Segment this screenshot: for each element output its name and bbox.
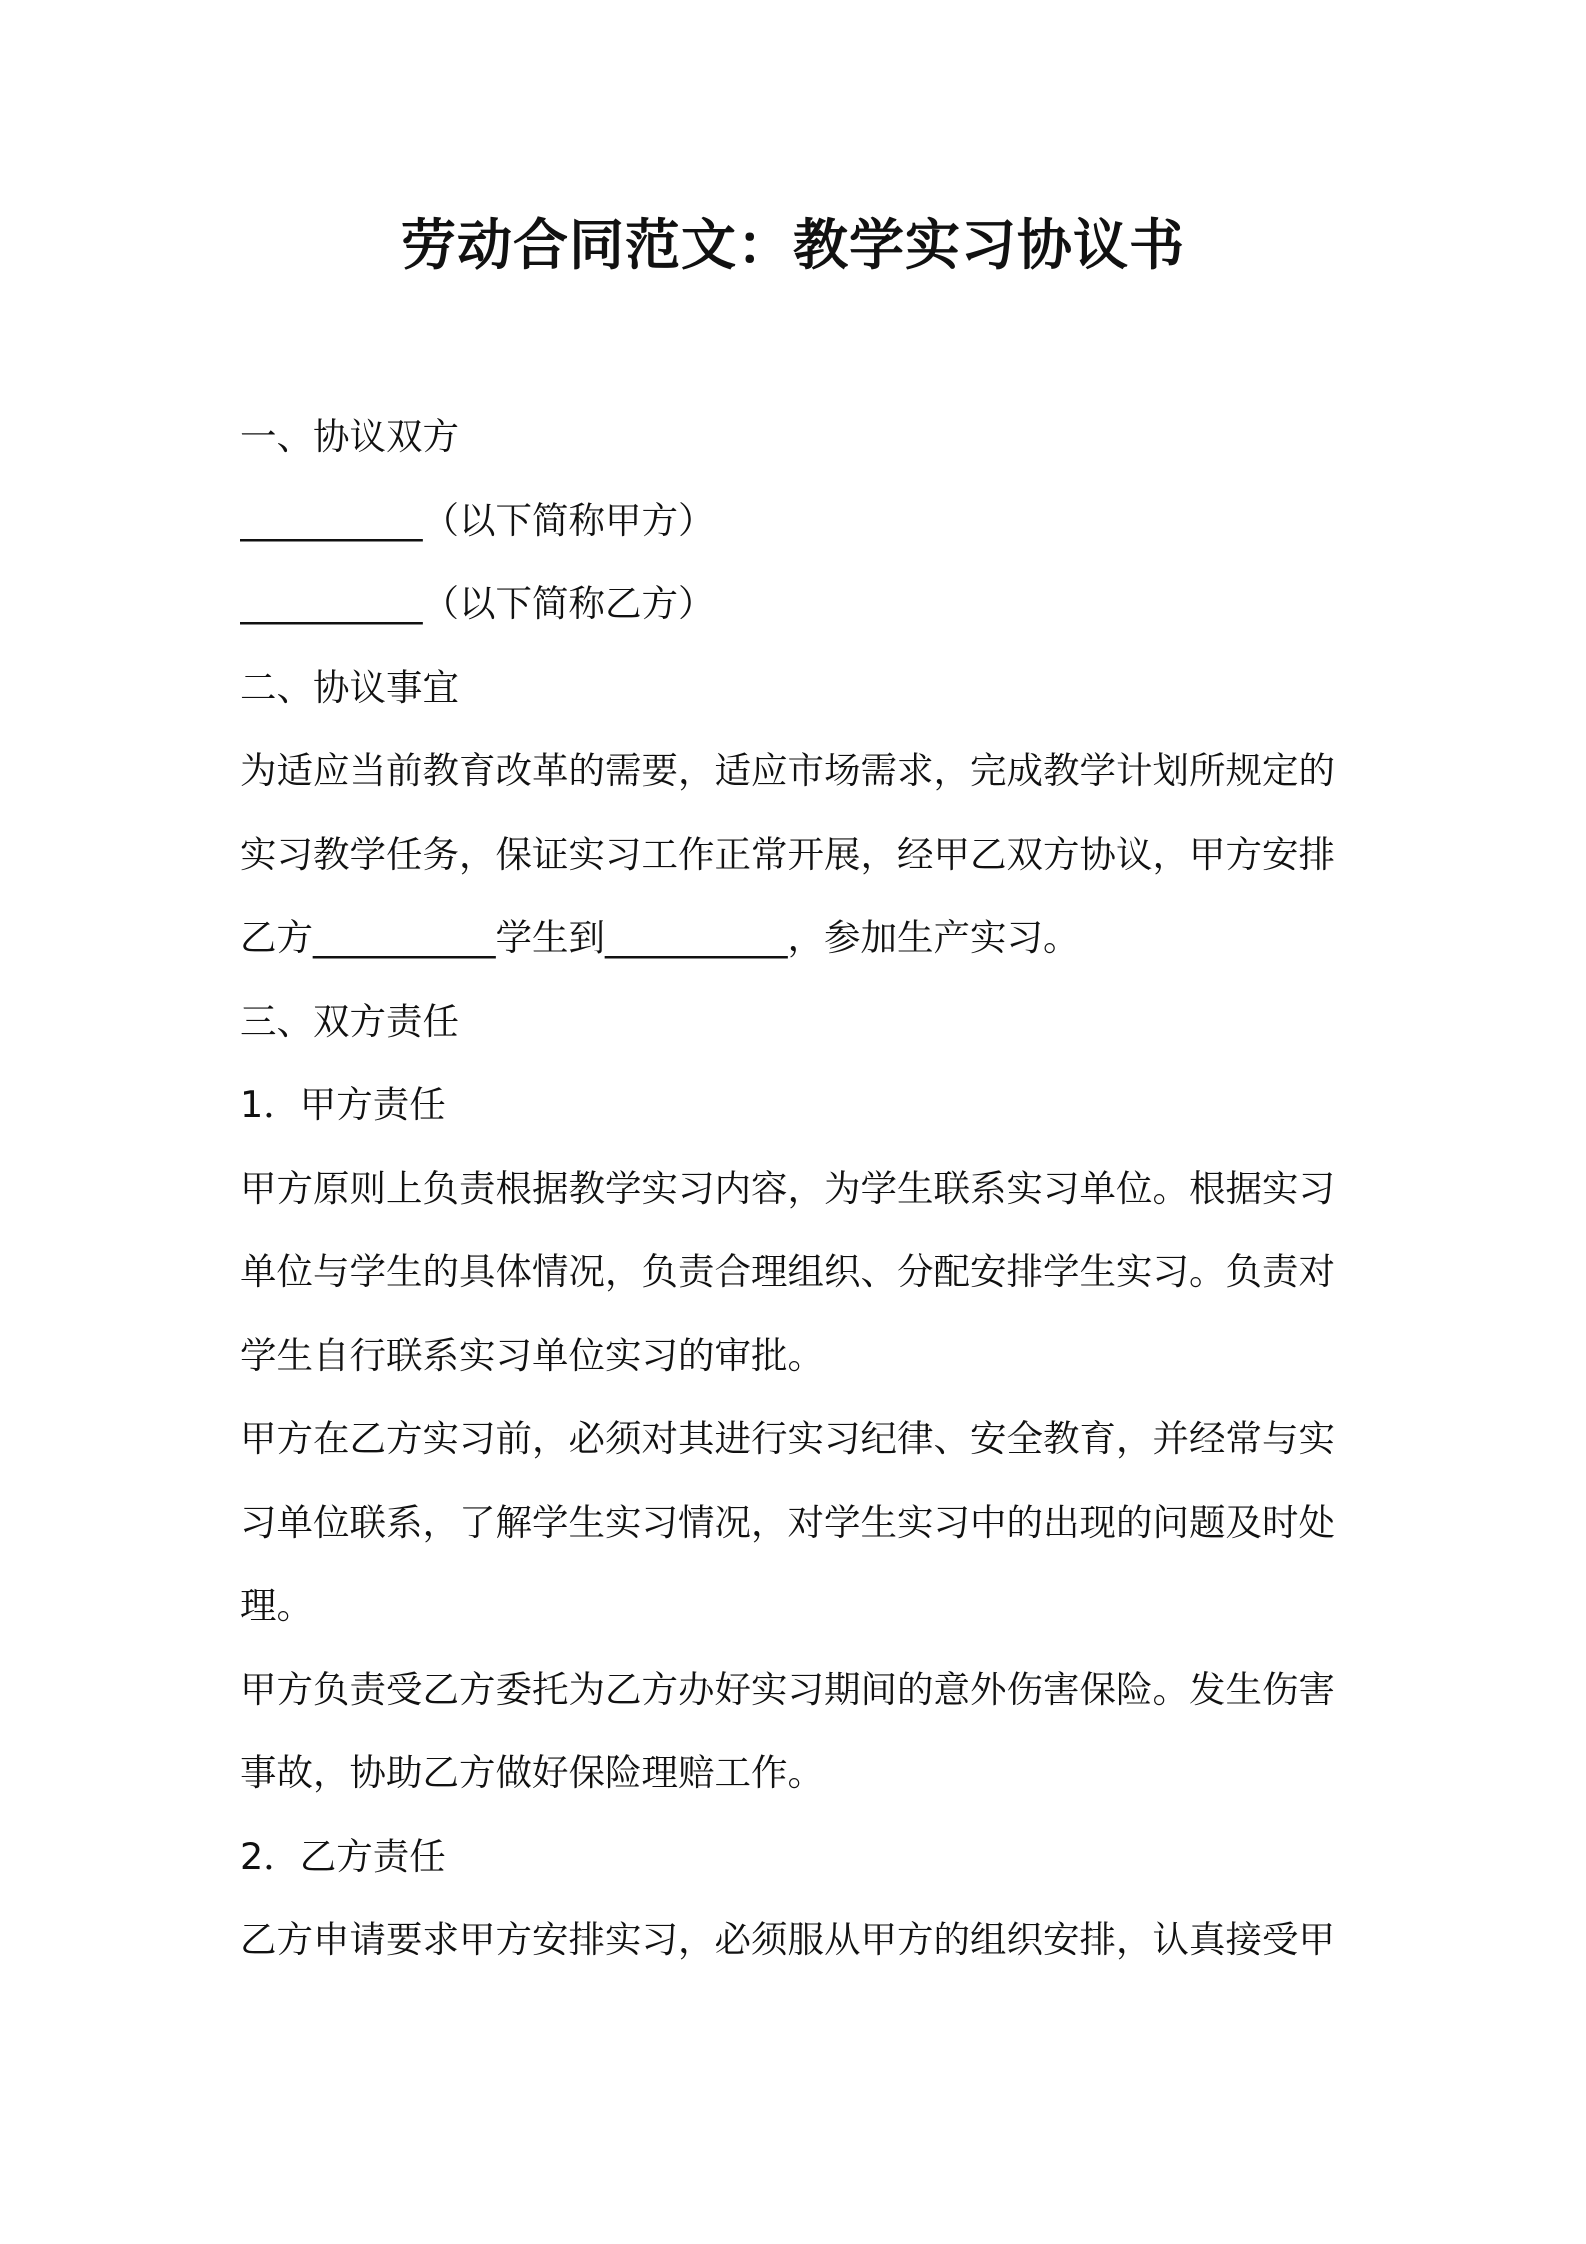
subsection-heading-party-a: 1．甲方责任 <box>240 1083 446 1126</box>
paragraph-line: 甲方原则上负责根据教学实习内容，为学生联系实习单位。根据实习 <box>240 1166 1335 1210</box>
paragraph-line: 甲方在乙方实习前，必须对其进行实习纪律、安全教育，并经常与实 <box>240 1417 1335 1460</box>
document-title: 劳动合同范文：教学实习协议书 <box>400 213 1185 277</box>
section-heading-responsibilities: 三、双方责任 <box>240 999 459 1043</box>
paragraph-line: 单位与学生的具体情况，负责合理组织、分配安排学生实习。负责对 <box>240 1250 1335 1293</box>
paragraph-line: 为适应当前教育改革的需要，适应市场需求，完成教学计划所规定的 <box>240 749 1335 792</box>
paragraph-line: 乙方申请要求甲方安排实习，必须服从甲方的组织安排，认真接受甲 <box>240 1918 1335 1961</box>
paragraph-line: 理。 <box>240 1584 313 1627</box>
section-heading-matters: 二、协议事宜 <box>240 665 459 709</box>
section-heading-parties: 一、协议双方 <box>240 415 459 458</box>
paragraph-line: 习单位联系，了解学生实习情况，对学生实习中的出现的问题及时处 <box>240 1500 1335 1544</box>
paragraph-line: 甲方负责受乙方委托为乙方办好实习期间的意外伤害保险。发生伤害 <box>240 1667 1335 1711</box>
party-a-line: __________（以下简称甲方） <box>240 498 715 542</box>
paragraph-line: 事故，协助乙方做好保险理赔工作。 <box>240 1751 824 1794</box>
document-body <box>240 395 1360 1982</box>
paragraph-line: 乙方__________学生到__________，参加生产实习。 <box>240 916 1080 959</box>
party-b-line: __________（以下简称乙方） <box>240 582 715 625</box>
subsection-heading-party-b: 2．乙方责任 <box>240 1834 446 1878</box>
paragraph-line: 学生自行联系实习单位实习的审批。 <box>240 1333 824 1377</box>
paragraph-line: 实习教学任务，保证实习工作正常开展，经甲乙双方协议，甲方安排 <box>240 832 1335 876</box>
